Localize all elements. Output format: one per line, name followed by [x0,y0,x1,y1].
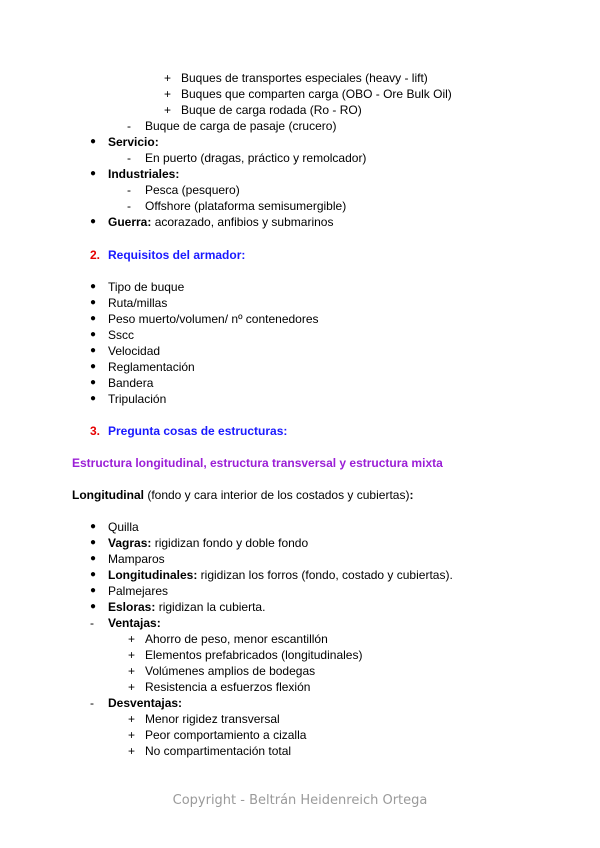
bullet-marker: ● [90,585,97,596]
longitudinal-label: Longitudinal [72,488,144,502]
guerra-label: Guerra: [108,215,152,229]
longitudinal-text: (fondo y cara interior de los costados y cubiertas) [143,488,410,502]
bullet-marker: ● [90,521,97,532]
list-item: Ahorro de peso, menor escantillón [145,632,328,646]
bullet-marker: ● [90,537,97,548]
vagras-text: rigidizan fondo y doble fondo [151,536,309,550]
section-number: 3. [90,424,101,438]
bullet-marker: ● [90,377,97,388]
dash-marker: - [127,183,131,197]
plus-marker: + [164,103,172,117]
list-item: Volúmenes amplios de bodegas [145,664,316,678]
list-item: Reglamentación [108,360,195,374]
bullet-marker: ● [90,553,97,564]
list-item: Buque de carga rodada (Ro - RO) [181,103,362,117]
plus-marker: + [128,680,136,694]
list-item: Velocidad [108,344,161,358]
list-item: Peso muerto/volumen/ nº contenedores [108,312,319,326]
list-item: Quilla [108,520,139,534]
longitudinal-colon: : [409,488,414,502]
list-item: Peor comportamiento a cizalla [145,728,307,742]
ventajas-label: Ventajas: [108,616,161,630]
dash-marker: - [90,616,94,630]
dash-marker: - [127,119,131,133]
list-item: Buque de carga de pasaje (crucero) [145,119,337,133]
section-number: 2. [90,248,101,262]
bullet-marker: ● [90,281,97,292]
bullet-marker: ● [90,361,97,372]
dash-marker: - [127,151,131,165]
plus-marker: + [164,71,172,85]
bullet-marker: ● [90,393,97,404]
bullet-marker: ● [90,601,97,612]
plus-marker: + [128,664,136,678]
list-item: Palmejares [108,584,169,598]
vagras-label: Vagras: [108,536,152,550]
list-item-longitudinales [108,567,453,583]
list-item: Ruta/millas [108,296,168,310]
list-item-vagras [108,535,308,551]
list-item-esloras [108,599,265,615]
list-item-guerra [108,214,333,230]
list-item: Buques que comparten carga (OBO - Ore Bulk Oil) [181,87,452,101]
dash-marker: - [90,696,94,710]
subheading: Estructura longitudinal, estructura transversal y estructura mixta [72,456,443,470]
list-item: No compartimentación total [145,744,292,758]
plus-marker: + [128,712,136,726]
section-title: Requisitos del armador: [108,248,246,262]
list-item: Offshore (plataforma semisumergible) [145,199,347,213]
plus-marker: + [128,632,136,646]
bullet-marker: ● [90,216,97,227]
list-item: En puerto (dragas, práctico y remolcador) [145,151,367,165]
list-item-industriales: Industriales: [108,167,180,181]
bullet-marker: ● [90,329,97,340]
longitudinal-intro [72,487,413,503]
list-item: Resistencia a esfuerzos flexión [145,680,311,694]
list-item-servicio: Servicio: [108,135,159,149]
bullet-marker: ● [90,136,97,147]
list-item: Tipo de buque [108,280,185,294]
list-item: Elementos prefabricados (longitudinales) [145,648,363,662]
list-item: Tripulación [108,392,167,406]
plus-marker: + [128,648,136,662]
guerra-text: acorazado, anfibios y submarinos [151,215,334,229]
section-title: Pregunta cosas de estructuras: [108,424,288,438]
copyright-footer: Copyright - Beltrán Heidenreich Ortega [172,793,428,808]
bullet-marker: ● [90,168,97,179]
list-item: Pesca (pesquero) [145,183,240,197]
plus-marker: + [128,744,136,758]
list-item: Sscc [108,328,135,342]
plus-marker: + [164,87,172,101]
list-item: Buques de transportes especiales (heavy - lift) [181,71,428,85]
longitudinales-label: Longitudinales: [108,568,198,582]
bullet-marker: ● [90,345,97,356]
list-item: Menor rigidez transversal [145,712,280,726]
dash-marker: - [127,199,131,213]
esloras-label: Esloras: [108,600,156,614]
longitudinales-text: rigidizan los forros (fondo, costado y cubiertas). [197,568,453,582]
plus-marker: + [128,728,136,742]
bullet-marker: ● [90,297,97,308]
bullet-marker: ● [90,569,97,580]
desventajas-label: Desventajas: [108,696,183,710]
list-item: Bandera [108,376,154,390]
list-item: Mamparos [108,552,165,566]
esloras-text: rigidizan la cubierta. [155,600,266,614]
bullet-marker: ● [90,313,97,324]
